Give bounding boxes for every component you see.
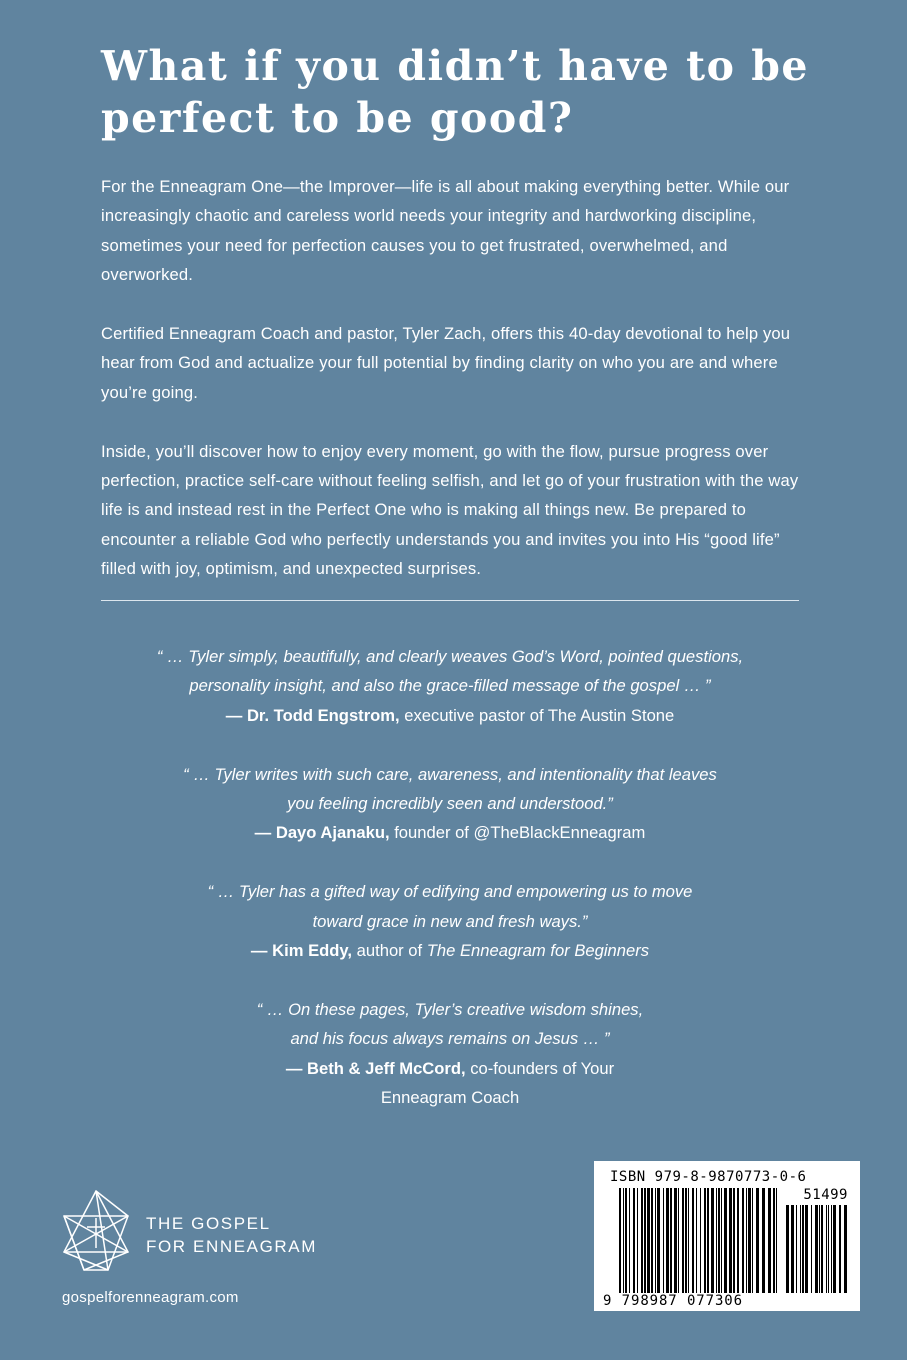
barcode-bar <box>696 1188 697 1293</box>
barcode-bar <box>752 1188 753 1293</box>
barcode-bar <box>742 1188 744 1293</box>
description-paragraph: Inside, you’ll discover how to enjoy every moment, go with the flow, pursue progress over perfection, practice self-care without feeling selfish, and let go of your frustration with the way life is and instead rest in the Perfect One who is making all things new. Be prepared to encounter a reliable God who perfectly understands you and invites you into His “good life” filled with joy, optimism, and unexpected surprises. <box>101 441 799 579</box>
isbn-barcode <box>594 1161 860 1311</box>
barcode-bar <box>707 1188 709 1293</box>
enneagram-cross-icon <box>56 1188 136 1274</box>
barcode-bar <box>802 1205 804 1293</box>
headline: What if you didn’t have to be perfect to be good? <box>101 42 809 142</box>
barcode-bar <box>768 1188 771 1293</box>
barcode-bar <box>796 1205 797 1293</box>
barcode-bar <box>791 1205 794 1293</box>
publisher-url[interactable]: gospelforenneagram.com <box>62 1289 239 1306</box>
barcode-bar <box>678 1188 679 1293</box>
barcode-bar <box>729 1188 732 1293</box>
barcode-bar <box>641 1188 643 1293</box>
endorsement-attribution <box>251 941 649 960</box>
barcode-bar <box>629 1188 630 1293</box>
barcode-bar <box>625 1188 627 1293</box>
endorsement-quote: “ … Tyler has a gifted way of edifying and empowering us to move toward grace in new and fresh ways.” <box>207 882 693 931</box>
barcode-bar <box>637 1188 638 1293</box>
barcode-bar <box>619 1188 621 1293</box>
barcode-bar <box>718 1188 720 1293</box>
barcode-bar <box>762 1188 765 1293</box>
endorsement-quote: “ … On these pages, Tyler’s creative wisdom shines, and his focus always remains on Jesus … ” <box>256 999 644 1049</box>
barcode-bar <box>748 1188 751 1293</box>
barcode-bar <box>623 1188 624 1293</box>
price-barcode-bars <box>786 1205 848 1293</box>
endorsement-quote: “ … Tyler simply, beautifully, and clearly weaves God’s Word, pointed questions, personality insight, and also the grace-filled message of the gospel … ” <box>156 647 744 696</box>
barcode-bar <box>733 1188 735 1293</box>
barcode-bar <box>773 1188 775 1293</box>
endorsement-attribution <box>226 706 675 725</box>
section-divider <box>101 600 799 601</box>
endorsements <box>101 642 799 1142</box>
barcode-bar <box>815 1205 818 1293</box>
endorsement-author: — Dr. Todd Engstrom, <box>225 705 400 725</box>
barcode-bar <box>721 1188 722 1293</box>
barcode-bar <box>811 1205 812 1293</box>
barcode-bar <box>688 1188 689 1293</box>
barcode-bar <box>633 1188 635 1293</box>
barcode-bar <box>724 1188 727 1293</box>
barcode-bar <box>651 1188 653 1293</box>
isbn-number: ISBN 979-8-9870773-0-6 <box>610 1169 807 1185</box>
publisher-name-line: THE GOSPEL <box>146 1214 271 1233</box>
barcode-bar <box>831 1205 832 1293</box>
publisher-logo <box>56 1188 346 1278</box>
barcode-bar <box>844 1205 847 1293</box>
barcode-bar <box>826 1205 827 1293</box>
endorsement <box>101 995 799 1113</box>
barcode-bar <box>704 1188 706 1293</box>
barcode-bar <box>828 1205 829 1293</box>
description-paragraph: Certified Enneagram Coach and pastor, Tyler Zach, offers this 40-day devotional to help you hear from God and actualize your full potential by finding clarity on who you are and where you’re going. <box>101 324 791 402</box>
barcode-bar <box>716 1188 717 1293</box>
barcode-bar <box>666 1188 669 1293</box>
publisher-name <box>146 1212 317 1258</box>
endorsement <box>101 642 799 730</box>
endorsement-role: co-founders of Your Enneagram Coach <box>380 1058 615 1108</box>
barcode-bar <box>737 1188 739 1293</box>
barcode-bar <box>833 1205 836 1293</box>
ean-barcode-bars <box>619 1188 779 1293</box>
barcode-bar <box>805 1205 808 1293</box>
ean-digits: 9 798987 077306 <box>603 1293 743 1309</box>
barcode-bar <box>746 1188 747 1293</box>
endorsement <box>101 760 799 848</box>
description <box>101 172 801 613</box>
barcode-bar <box>657 1188 660 1293</box>
barcode-bar <box>670 1188 672 1293</box>
barcode-bar <box>647 1188 650 1293</box>
barcode-bar <box>819 1205 820 1293</box>
endorsement-role: founder of @TheBlackEnneagram <box>389 823 646 843</box>
barcode-bar <box>776 1188 777 1293</box>
description-paragraph: For the Enneagram One—the Improver—life is all about making everything better. While our increasingly chaotic and careless world needs your integrity and hardworking discipline, sometimes your need for perfection causes you to get frustrated, overwhelmed, and overworked. <box>101 177 790 285</box>
barcode-bar <box>674 1188 677 1293</box>
endorsement-author: — Beth & Jeff McCord, <box>285 1058 466 1078</box>
barcode-bar <box>655 1188 656 1293</box>
endorsement-role: author of <box>352 941 427 961</box>
endorsement-attribution <box>286 1059 614 1107</box>
barcode-bar <box>756 1188 759 1293</box>
endorsement <box>101 877 799 965</box>
barcode-bar <box>711 1188 714 1293</box>
endorsement-role: executive pastor of The Austin Stone <box>399 705 675 725</box>
barcode-bar <box>663 1188 664 1293</box>
barcode-bar <box>644 1188 646 1293</box>
publisher-name-line: FOR ENNEAGRAM <box>146 1237 317 1256</box>
barcode-bar <box>700 1188 701 1293</box>
price-code: 51499 <box>803 1187 848 1203</box>
barcode-bar <box>692 1188 694 1293</box>
endorsement-quote: “ … Tyler writes with such care, awareness, and intentionality that leaves you feeling incredibly seen and understood.” <box>183 764 717 814</box>
endorsement-author: — Kim Eddy, <box>250 941 353 961</box>
endorsement-attribution <box>255 823 646 842</box>
barcode-bar <box>685 1188 687 1293</box>
barcode-bar <box>786 1205 789 1293</box>
barcode-bar <box>800 1205 801 1293</box>
endorsement-book-title: The Enneagram for Beginners <box>426 941 650 961</box>
barcode-bar <box>821 1205 823 1293</box>
endorsement-author: — Dayo Ajanaku, <box>254 823 390 843</box>
barcode-bar <box>839 1205 841 1293</box>
barcode-bar <box>682 1188 684 1293</box>
